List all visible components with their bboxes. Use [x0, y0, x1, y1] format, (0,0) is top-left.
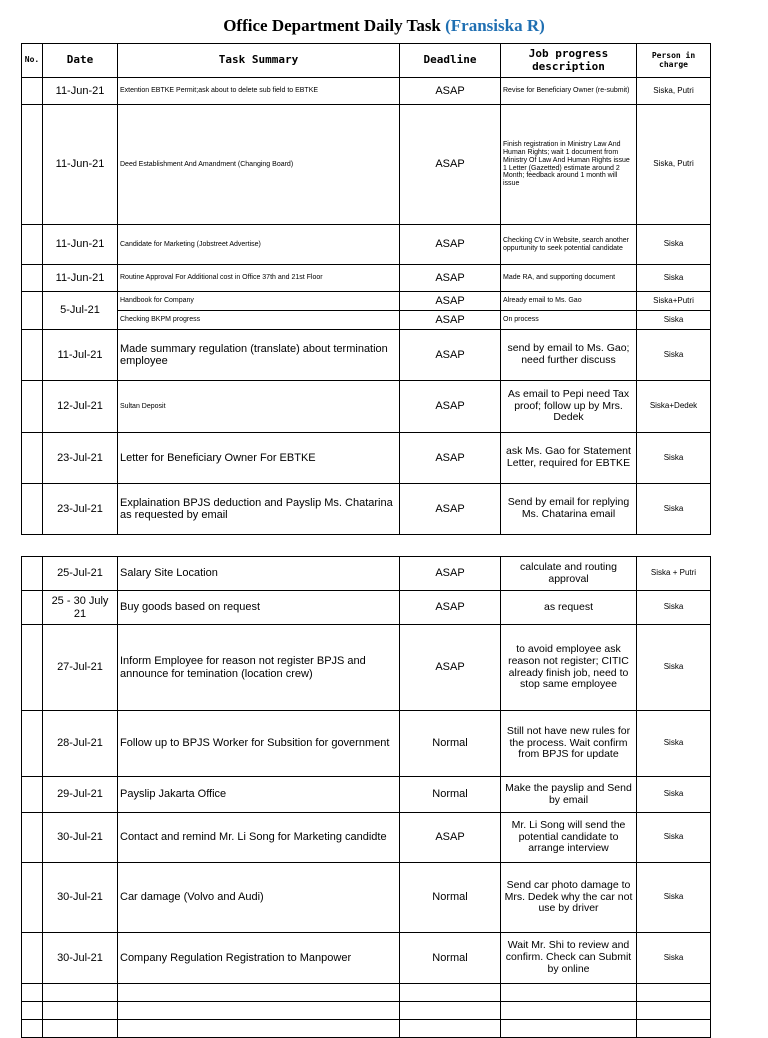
row-no	[22, 711, 43, 777]
row-deadline: ASAP	[400, 591, 501, 625]
row-deadline: ASAP	[400, 330, 501, 381]
row-pic: Siska	[637, 591, 711, 625]
row-pic: Siska	[637, 863, 711, 933]
row-deadline: ASAP	[400, 433, 501, 484]
row-date: 27-Jul-21	[43, 625, 118, 711]
row-date: 11-Jun-21	[43, 265, 118, 292]
table-header-row	[22, 44, 711, 78]
header-task: Task Summary	[118, 44, 400, 78]
row-no	[22, 625, 43, 711]
row-date: 12-Jul-21	[43, 381, 118, 433]
row-task: Handbook for Company	[118, 292, 400, 311]
row-date: 11-Jun-21	[43, 225, 118, 265]
row-task: Extention EBTKE Permit;ask about to delete sub field to EBTKE	[118, 78, 400, 105]
task-table-1	[21, 43, 711, 535]
row-deadline: ASAP	[400, 78, 501, 105]
row-task: Salary Site Location	[118, 557, 400, 591]
table-row	[22, 625, 711, 711]
row-task: Buy goods based on request	[118, 591, 400, 625]
row-task: Explaination BPJS deduction and Payslip Ms. Chatarina as requested by email	[118, 484, 400, 535]
header-no: No.	[22, 44, 43, 78]
row-desc: Send by email for replying Ms. Chatarina email	[501, 484, 637, 535]
table-row	[22, 330, 711, 381]
row-task: Letter for Beneficiary Owner For EBTKE	[118, 433, 400, 484]
page-title	[0, 16, 768, 36]
row-task: Deed Establishment And Amandment (Changing Board)	[118, 105, 400, 225]
row-desc: Finish registration in Ministry Law And Human Rights; wait 1 document from Ministry Of Law And Human Rights issue 1 Letter (Gazetted) estimate around 2 Month; feedback around 1 month will issue	[501, 105, 637, 225]
row-task: Made summary regulation (translate) about termination employee	[118, 330, 400, 381]
row-deadline: ASAP	[400, 225, 501, 265]
row-desc: Wait Mr. Shi to review and confirm. Check can Submit by online	[501, 933, 637, 984]
row-pic: Siska	[637, 225, 711, 265]
row-pic: Siska	[637, 265, 711, 292]
row-deadline: Normal	[400, 711, 501, 777]
row-task: Routine Approval For Additional cost in Office 37th and 21st Floor	[118, 265, 400, 292]
row-no	[22, 933, 43, 984]
row-no	[22, 813, 43, 863]
row-date: 23-Jul-21	[43, 433, 118, 484]
row-no	[22, 330, 43, 381]
row-pic: Siska+Dedek	[637, 381, 711, 433]
row-pic: Siska	[637, 711, 711, 777]
table-row	[22, 863, 711, 933]
row-date: 25 - 30 July 21	[43, 591, 118, 625]
table-row-empty	[22, 984, 711, 1002]
row-desc: send by email to Ms. Gao; need further discuss	[501, 330, 637, 381]
row-no	[22, 225, 43, 265]
table-row	[22, 433, 711, 484]
row-desc: to avoid employee ask reason not register; CITIC already finish job, need to stop same employee	[501, 625, 637, 711]
row-task: Candidate for Marketing (Jobstreet Advertise)	[118, 225, 400, 265]
row-desc: Already email to Ms. Gao	[501, 292, 637, 311]
row-date: 11-Jun-21	[43, 78, 118, 105]
row-task: Contact and remind Mr. Li Song for Marketing candidte	[118, 813, 400, 863]
row-deadline: Normal	[400, 933, 501, 984]
row-pic: Siska	[637, 484, 711, 535]
row-no	[22, 78, 43, 105]
row-no	[22, 105, 43, 225]
table-row	[22, 381, 711, 433]
row-pic: Siska	[637, 813, 711, 863]
row-deadline: ASAP	[400, 265, 501, 292]
row-deadline: ASAP	[400, 311, 501, 330]
table-row	[22, 484, 711, 535]
row-pic: Siska, Putri	[637, 78, 711, 105]
row-desc: as request	[501, 591, 637, 625]
row-date: 5-Jul-21	[43, 292, 118, 330]
row-deadline: ASAP	[400, 292, 501, 311]
table-row-empty	[22, 1020, 711, 1038]
row-deadline: ASAP	[400, 625, 501, 711]
table-row-empty	[22, 1002, 711, 1020]
table-row	[22, 225, 711, 265]
row-deadline: ASAP	[400, 381, 501, 433]
row-date: 25-Jul-21	[43, 557, 118, 591]
row-no	[22, 292, 43, 330]
row-task: Payslip Jakarta Office	[118, 777, 400, 813]
row-desc: Revise for Beneficiary Owner (re-submit)	[501, 78, 637, 105]
table-row	[22, 591, 711, 625]
row-no	[22, 484, 43, 535]
row-date: 23-Jul-21	[43, 484, 118, 535]
row-desc: Make the payslip and Send by email	[501, 777, 637, 813]
row-desc: Still not have new rules for the process. Wait confirm from BPJS for update	[501, 711, 637, 777]
row-no	[22, 433, 43, 484]
row-desc: Send car photo damage to Mrs. Dedek why the car not use by driver	[501, 863, 637, 933]
table-row	[22, 933, 711, 984]
row-desc: Made RA, and supporting document	[501, 265, 637, 292]
row-desc: ask Ms. Gao for Statement Letter, required for EBTKE	[501, 433, 637, 484]
row-pic: Siska	[637, 433, 711, 484]
row-desc: As email to Pepi need Tax proof; follow up by Mrs. Dedek	[501, 381, 637, 433]
row-task: Car damage (Volvo and Audi)	[118, 863, 400, 933]
row-date: 28-Jul-21	[43, 711, 118, 777]
table-row	[22, 557, 711, 591]
row-task: Inform Employee for reason not register BPJS and announce for temination (location crew)	[118, 625, 400, 711]
row-task: Follow up to BPJS Worker for Subsition for government	[118, 711, 400, 777]
row-pic: Siska	[637, 777, 711, 813]
row-pic: Siska + Putri	[637, 557, 711, 591]
table-row	[22, 105, 711, 225]
row-task: Company Regulation Registration to Manpower	[118, 933, 400, 984]
row-deadline: ASAP	[400, 813, 501, 863]
row-no	[22, 381, 43, 433]
title-main: Office Department Daily Task	[223, 16, 441, 35]
row-deadline: ASAP	[400, 557, 501, 591]
row-desc: calculate and routing approval	[501, 557, 637, 591]
header-pic: Person in charge	[637, 44, 711, 78]
task-table-2	[21, 556, 711, 1038]
row-date: 30-Jul-21	[43, 813, 118, 863]
row-date: 11-Jun-21	[43, 105, 118, 225]
row-desc: On process	[501, 311, 637, 330]
header-desc: Job progress description	[501, 44, 637, 78]
row-pic: Siska, Putri	[637, 105, 711, 225]
row-no	[22, 777, 43, 813]
header-deadline: Deadline	[400, 44, 501, 78]
row-desc: Mr. Li Song will send the potential candidate to arrange interview	[501, 813, 637, 863]
row-pic: Siska	[637, 625, 711, 711]
row-deadline: Normal	[400, 863, 501, 933]
row-date: 30-Jul-21	[43, 863, 118, 933]
row-pic: Siska+Putri	[637, 292, 711, 311]
row-no	[22, 557, 43, 591]
row-pic: Siska	[637, 311, 711, 330]
row-date: 11-Jul-21	[43, 330, 118, 381]
row-deadline: ASAP	[400, 105, 501, 225]
table-row	[22, 292, 711, 311]
table-row	[22, 777, 711, 813]
row-pic: Siska	[637, 933, 711, 984]
row-date: 29-Jul-21	[43, 777, 118, 813]
row-task: Checking BKPM progress	[118, 311, 400, 330]
title-name: (Fransiska R)	[445, 16, 545, 35]
table-row	[22, 78, 711, 105]
table-row	[22, 813, 711, 863]
row-pic: Siska	[637, 330, 711, 381]
row-deadline: Normal	[400, 777, 501, 813]
table-row	[22, 711, 711, 777]
table-row	[22, 265, 711, 292]
row-no	[22, 265, 43, 292]
table-row	[22, 311, 711, 330]
row-no	[22, 591, 43, 625]
header-date: Date	[43, 44, 118, 78]
row-no	[22, 863, 43, 933]
row-desc: Checking CV in Website, search another oppurtunity to seek potential candidate	[501, 225, 637, 265]
row-deadline: ASAP	[400, 484, 501, 535]
row-task: Sultan Deposit	[118, 381, 400, 433]
row-date: 30-Jul-21	[43, 933, 118, 984]
